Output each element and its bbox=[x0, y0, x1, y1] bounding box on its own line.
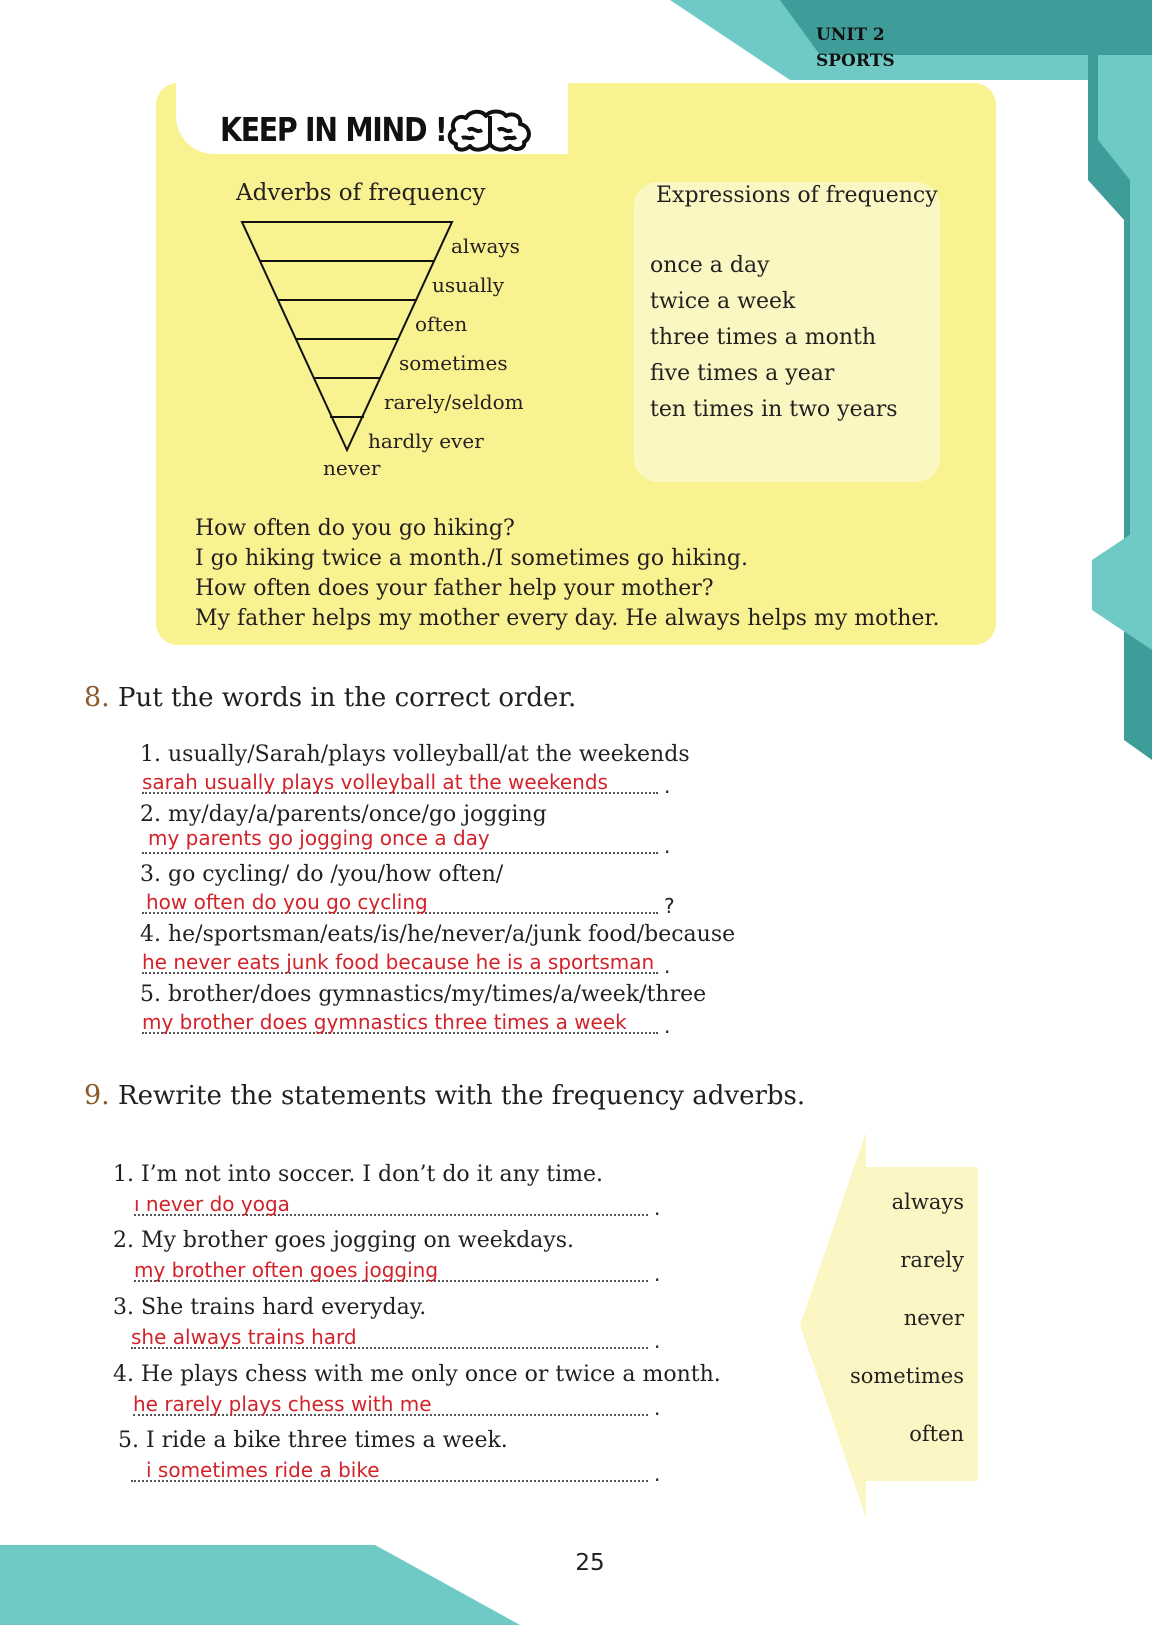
adverb-label: never bbox=[323, 456, 381, 480]
handwritten-answer: my brother often goes jogging bbox=[134, 1258, 439, 1282]
exercise-9-prompt: 4. He plays chess with me only once or twice a month. bbox=[113, 1362, 721, 1387]
word-bank-item: always bbox=[891, 1190, 964, 1214]
sentence-end: . bbox=[654, 1196, 661, 1220]
adverb-label: always bbox=[451, 234, 520, 258]
handwritten-answer: she always trains hard bbox=[131, 1325, 357, 1349]
adverb-label: sometimes bbox=[399, 351, 508, 375]
keep-in-mind-title: KEEP IN MIND ! bbox=[220, 110, 447, 149]
section-label: SPORTS bbox=[816, 51, 895, 71]
handwritten-answer: i sometimes ride a bike bbox=[146, 1458, 380, 1482]
handwritten-answer: he rarely plays chess with me bbox=[133, 1392, 432, 1416]
handwritten-answer: sarah usually plays volleyball at the weekends bbox=[142, 770, 608, 794]
exercise-9-heading bbox=[84, 1080, 805, 1111]
sentence-end: . bbox=[664, 774, 671, 798]
handwritten-answer: my parents go jogging once a day bbox=[148, 826, 490, 850]
word-bank-item: sometimes bbox=[849, 1364, 964, 1388]
expressions-list bbox=[650, 248, 898, 428]
adverbs-title: Adverbs of frequency bbox=[236, 180, 486, 206]
expression-item: ten times in two years bbox=[650, 397, 898, 422]
handwritten-answer: he never eats junk food because he is a sportsman bbox=[142, 950, 655, 974]
exercise-9-prompt: 2. My brother goes jogging on weekdays. bbox=[113, 1228, 574, 1253]
unit-label: UNIT 2 bbox=[816, 25, 885, 45]
page-number: 25 bbox=[575, 1550, 605, 1576]
sentence-end: . bbox=[654, 1396, 661, 1420]
example-sentences bbox=[195, 514, 939, 634]
exercise-8-prompt: 2. my/day/a/parents/once/go jogging bbox=[140, 802, 547, 827]
example-line: How often do you go hiking? bbox=[195, 516, 515, 541]
exercise-8-prompt: 3. go cycling/ do /you/how often/ bbox=[140, 862, 504, 887]
adverb-label: hardly ever bbox=[368, 429, 484, 453]
unit-header bbox=[816, 22, 895, 74]
exercise-number: 8. bbox=[84, 682, 110, 713]
expression-item: five times a year bbox=[650, 361, 835, 386]
exercise-8-prompt: 5. brother/does gymnastics/my/times/a/week/three bbox=[140, 982, 707, 1007]
exercise-8-prompt: 4. he/sportsman/eats/is/he/never/a/junk food/because bbox=[140, 922, 736, 947]
expression-item: once a day bbox=[650, 253, 770, 278]
example-line: My father helps my mother every day. He always helps my mother. bbox=[195, 606, 940, 631]
exercise-number: 9. bbox=[84, 1080, 110, 1111]
exercise-instruction: Rewrite the statements with the frequency adverbs. bbox=[118, 1081, 806, 1111]
sentence-end: . bbox=[664, 1014, 671, 1038]
exercise-9-prompt: 1. I’m not into soccer. I don’t do it any time. bbox=[113, 1162, 603, 1187]
expression-item: three times a month bbox=[650, 325, 876, 350]
sentence-end: . bbox=[654, 1262, 661, 1286]
answer-line bbox=[142, 852, 658, 854]
sentence-end: . bbox=[654, 1462, 661, 1486]
handwritten-answer: my brother does gymnastics three times a week bbox=[142, 1010, 627, 1034]
handwritten-answer: ı never do yoga bbox=[134, 1192, 290, 1216]
expression-item: twice a week bbox=[650, 289, 796, 314]
adverb-label: often bbox=[415, 312, 468, 336]
word-bank-item: rarely bbox=[900, 1248, 964, 1272]
sentence-end: . bbox=[664, 954, 671, 978]
word-bank-item: often bbox=[909, 1422, 964, 1446]
exercise-8-prompt: 1. usually/Sarah/plays volleyball/at the weekends bbox=[140, 742, 690, 767]
exercise-instruction: Put the words in the correct order. bbox=[118, 683, 577, 713]
sentence-end: . bbox=[664, 834, 671, 858]
word-bank-item: never bbox=[903, 1306, 964, 1330]
adverb-label: usually bbox=[432, 273, 505, 297]
adverb-label: rarely/seldom bbox=[384, 390, 524, 414]
sentence-end: . bbox=[654, 1329, 661, 1353]
exercise-9-prompt: 3. She trains hard everyday. bbox=[113, 1295, 427, 1320]
brain-icon bbox=[446, 106, 534, 152]
frequency-pyramid bbox=[236, 218, 456, 458]
exercise-8-heading bbox=[84, 682, 576, 713]
example-line: I go hiking twice a month./I sometimes go hiking. bbox=[195, 546, 748, 571]
exercise-9-prompt: 5. I ride a bike three times a week. bbox=[118, 1428, 508, 1453]
example-line: How often does your father help your mother? bbox=[195, 576, 714, 601]
expressions-title: Expressions of frequency bbox=[656, 183, 938, 208]
sentence-end: ? bbox=[664, 894, 675, 918]
handwritten-answer: how often do you go cycling bbox=[146, 890, 428, 914]
